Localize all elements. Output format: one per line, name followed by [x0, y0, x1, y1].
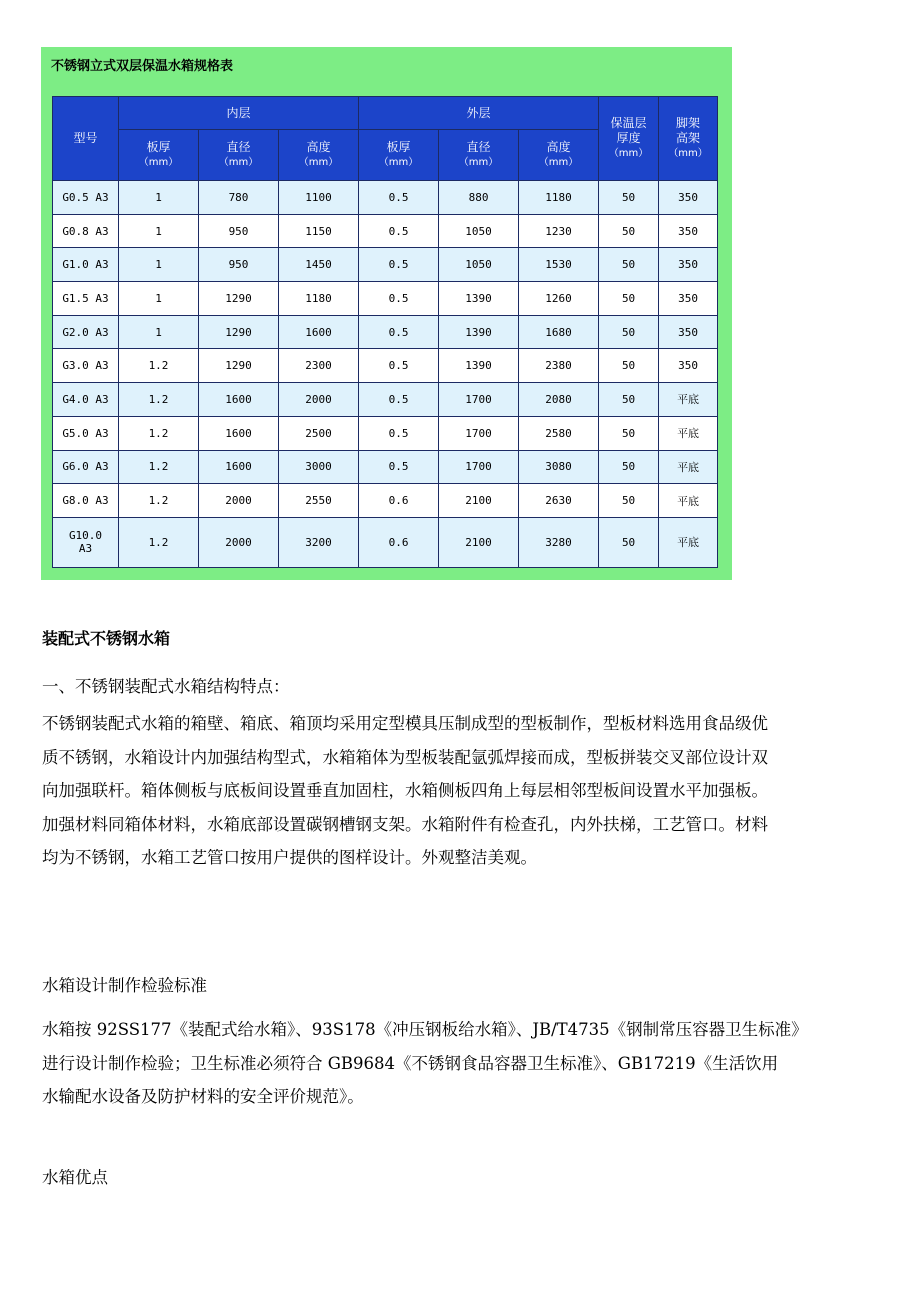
table-cell: 2000 [199, 517, 279, 567]
table-cell: 1100 [279, 181, 359, 215]
paragraph-line: 加强材料同箱体材料，水箱底部设置碳钢槽钢支架。水箱附件有检查孔，内外扶梯，工艺管口。材料 [42, 814, 768, 834]
table-row [53, 450, 718, 484]
table-cell: 0.5 [359, 383, 439, 417]
table-cell: 1260 [519, 282, 599, 316]
table-cell: 950 [199, 248, 279, 282]
table-cell: 50 [599, 484, 659, 518]
table-cell: 1450 [279, 248, 359, 282]
table-cell: G6.0 A3 [53, 450, 119, 484]
table-cell: 50 [599, 248, 659, 282]
structure-features-paragraph [42, 707, 872, 875]
table-cell: 50 [599, 450, 659, 484]
table-cell: 1 [119, 181, 199, 215]
table-cell: 2500 [279, 416, 359, 450]
table-cell: 780 [199, 181, 279, 215]
table-cell: 50 [599, 416, 659, 450]
table-cell: 1 [119, 214, 199, 248]
table-cell: 2000 [279, 383, 359, 417]
table-cell: 50 [599, 383, 659, 417]
table-cell: G0.5 A3 [53, 181, 119, 215]
paragraph-line: 水箱按 92SS177《装配式给水箱》、93S178《冲压钢板给水箱》、JB/T4735《钢制常压容器卫生标准》 [42, 1020, 808, 1039]
table-cell: 50 [599, 517, 659, 567]
table-cell: 1700 [439, 450, 519, 484]
table-cell: 0.5 [359, 416, 439, 450]
table-cell: 50 [599, 181, 659, 215]
paragraph-line: 进行设计制作检验；卫生标准必须符合 GB9684《不锈钢食品容器卫生标准》、GB17219《生活饮用 [42, 1053, 779, 1073]
table-cell: 1600 [199, 383, 279, 417]
header-inner-height: 高度 （mm） [279, 130, 359, 181]
table-cell: 0.5 [359, 450, 439, 484]
table-cell: 3280 [519, 517, 599, 567]
table-cell: 1390 [439, 315, 519, 349]
table-cell: 1680 [519, 315, 599, 349]
table-cell: G10.0 A3 [53, 517, 119, 567]
table-cell: 1 [119, 282, 199, 316]
standards-heading: 水箱设计制作检验标准 [42, 976, 207, 995]
table-cell: 1290 [199, 282, 279, 316]
table-row [53, 383, 718, 417]
header-inner: 内层 [119, 97, 359, 130]
table-cell: 2000 [199, 484, 279, 518]
table-row [53, 349, 718, 383]
standards-paragraph [42, 1013, 877, 1114]
table-cell: 1600 [279, 315, 359, 349]
table-cell: 1390 [439, 349, 519, 383]
table-cell: 2300 [279, 349, 359, 383]
header-stand: 脚架高架 （mm） [659, 97, 718, 181]
table-cell: 0.5 [359, 349, 439, 383]
section-heading: 装配式不锈钢水箱 [42, 629, 171, 648]
table-cell: 1.2 [119, 349, 199, 383]
table-cell: 平底 [659, 484, 718, 518]
table-cell: 0.5 [359, 315, 439, 349]
table-cell: 1390 [439, 282, 519, 316]
table-cell: 3080 [519, 450, 599, 484]
table-row [53, 315, 718, 349]
table-cell: 平底 [659, 416, 718, 450]
table-cell: 1290 [199, 315, 279, 349]
table-cell: G1.0 A3 [53, 248, 119, 282]
header-inner-thickness: 板厚 （mm） [119, 130, 199, 181]
table-cell: 0.6 [359, 517, 439, 567]
header-outer-diameter: 直径 （mm） [439, 130, 519, 181]
table-cell: 350 [659, 315, 718, 349]
table-cell: 1700 [439, 416, 519, 450]
table-cell: G0.8 A3 [53, 214, 119, 248]
table-row [53, 214, 718, 248]
table-cell: 1290 [199, 349, 279, 383]
paragraph-line: 水输配水设备及防护材料的安全评价规范》。 [42, 1087, 364, 1106]
table-cell: 1600 [199, 416, 279, 450]
table-cell: 1 [119, 248, 199, 282]
paragraph-line: 不锈钢装配式水箱的箱壁、箱底、箱顶均采用定型模具压制成型的型板制作，型板材料选用食品级优 [42, 714, 768, 733]
header-model: 型号 [53, 97, 119, 181]
table-row [53, 416, 718, 450]
table-cell: 350 [659, 214, 718, 248]
table-cell: 0.5 [359, 248, 439, 282]
table-cell: 1050 [439, 248, 519, 282]
table-cell: 1.2 [119, 484, 199, 518]
table-cell: 3000 [279, 450, 359, 484]
table-cell: 0.5 [359, 214, 439, 248]
table-cell: 1150 [279, 214, 359, 248]
table-cell: 1700 [439, 383, 519, 417]
table-cell: 1.2 [119, 416, 199, 450]
table-cell: 2550 [279, 484, 359, 518]
table-cell: G3.0 A3 [53, 349, 119, 383]
spec-table-title: 不锈钢立式双层保温水箱规格表 [51, 59, 234, 74]
table-cell: 平底 [659, 450, 718, 484]
table-cell: 50 [599, 349, 659, 383]
structure-features-heading: 一、不锈钢装配式水箱结构特点： [42, 677, 290, 696]
table-cell: 950 [199, 214, 279, 248]
header-inner-diameter: 直径 （mm） [199, 130, 279, 181]
table-cell: G1.5 A3 [53, 282, 119, 316]
table-cell: 1050 [439, 214, 519, 248]
advantages-heading: 水箱优点 [42, 1168, 108, 1187]
table-row [53, 282, 718, 316]
table-cell: 1600 [199, 450, 279, 484]
table-cell: 0.5 [359, 282, 439, 316]
table-cell: 平底 [659, 383, 718, 417]
table-cell: 1180 [519, 181, 599, 215]
paragraph-line: 向加强联杆。箱体侧板与底板间设置垂直加固柱，水箱侧板四角上每层相邻型板间设置水平加强板。 [42, 781, 768, 800]
table-cell: 1230 [519, 214, 599, 248]
table-row [53, 181, 718, 215]
header-outer: 外层 [359, 97, 599, 130]
table-cell: 平底 [659, 517, 718, 567]
table-cell: 350 [659, 349, 718, 383]
table-cell: 50 [599, 315, 659, 349]
header-outer-thickness: 板厚 （mm） [359, 130, 439, 181]
table-cell: 350 [659, 248, 718, 282]
table-cell: G4.0 A3 [53, 383, 119, 417]
table-cell: 350 [659, 181, 718, 215]
table-cell: 2380 [519, 349, 599, 383]
table-cell: 1.2 [119, 383, 199, 417]
table-cell: 2630 [519, 484, 599, 518]
table-cell: 0.5 [359, 181, 439, 215]
table-cell: G2.0 A3 [53, 315, 119, 349]
table-cell: 0.6 [359, 484, 439, 518]
header-insulation: 保温层厚度 （mm） [599, 97, 659, 181]
table-cell: 2100 [439, 484, 519, 518]
table-row [53, 248, 718, 282]
table-row [53, 517, 718, 567]
table-cell: 1.2 [119, 517, 199, 567]
table-cell: 3200 [279, 517, 359, 567]
table-cell: 50 [599, 282, 659, 316]
paragraph-line: 质不锈钢，水箱设计内加强结构型式，水箱箱体为型板装配氩弧焊接而成，型板拼装交叉部位设计双 [42, 747, 768, 767]
table-cell: 50 [599, 214, 659, 248]
table-cell: 1 [119, 315, 199, 349]
table-cell: 2100 [439, 517, 519, 567]
table-cell: 2580 [519, 416, 599, 450]
table-cell: 1180 [279, 282, 359, 316]
spec-table [52, 96, 718, 568]
table-cell: 1530 [519, 248, 599, 282]
paragraph-line: 均为不锈钢，水箱工艺管口按用户提供的图样设计。外观整洁美观。 [42, 848, 537, 867]
table-row [53, 484, 718, 518]
table-cell: G8.0 A3 [53, 484, 119, 518]
table-cell: 1.2 [119, 450, 199, 484]
table-cell: 350 [659, 282, 718, 316]
table-cell: 2080 [519, 383, 599, 417]
table-cell: 880 [439, 181, 519, 215]
header-outer-height: 高度 （mm） [519, 130, 599, 181]
table-cell: G5.0 A3 [53, 416, 119, 450]
